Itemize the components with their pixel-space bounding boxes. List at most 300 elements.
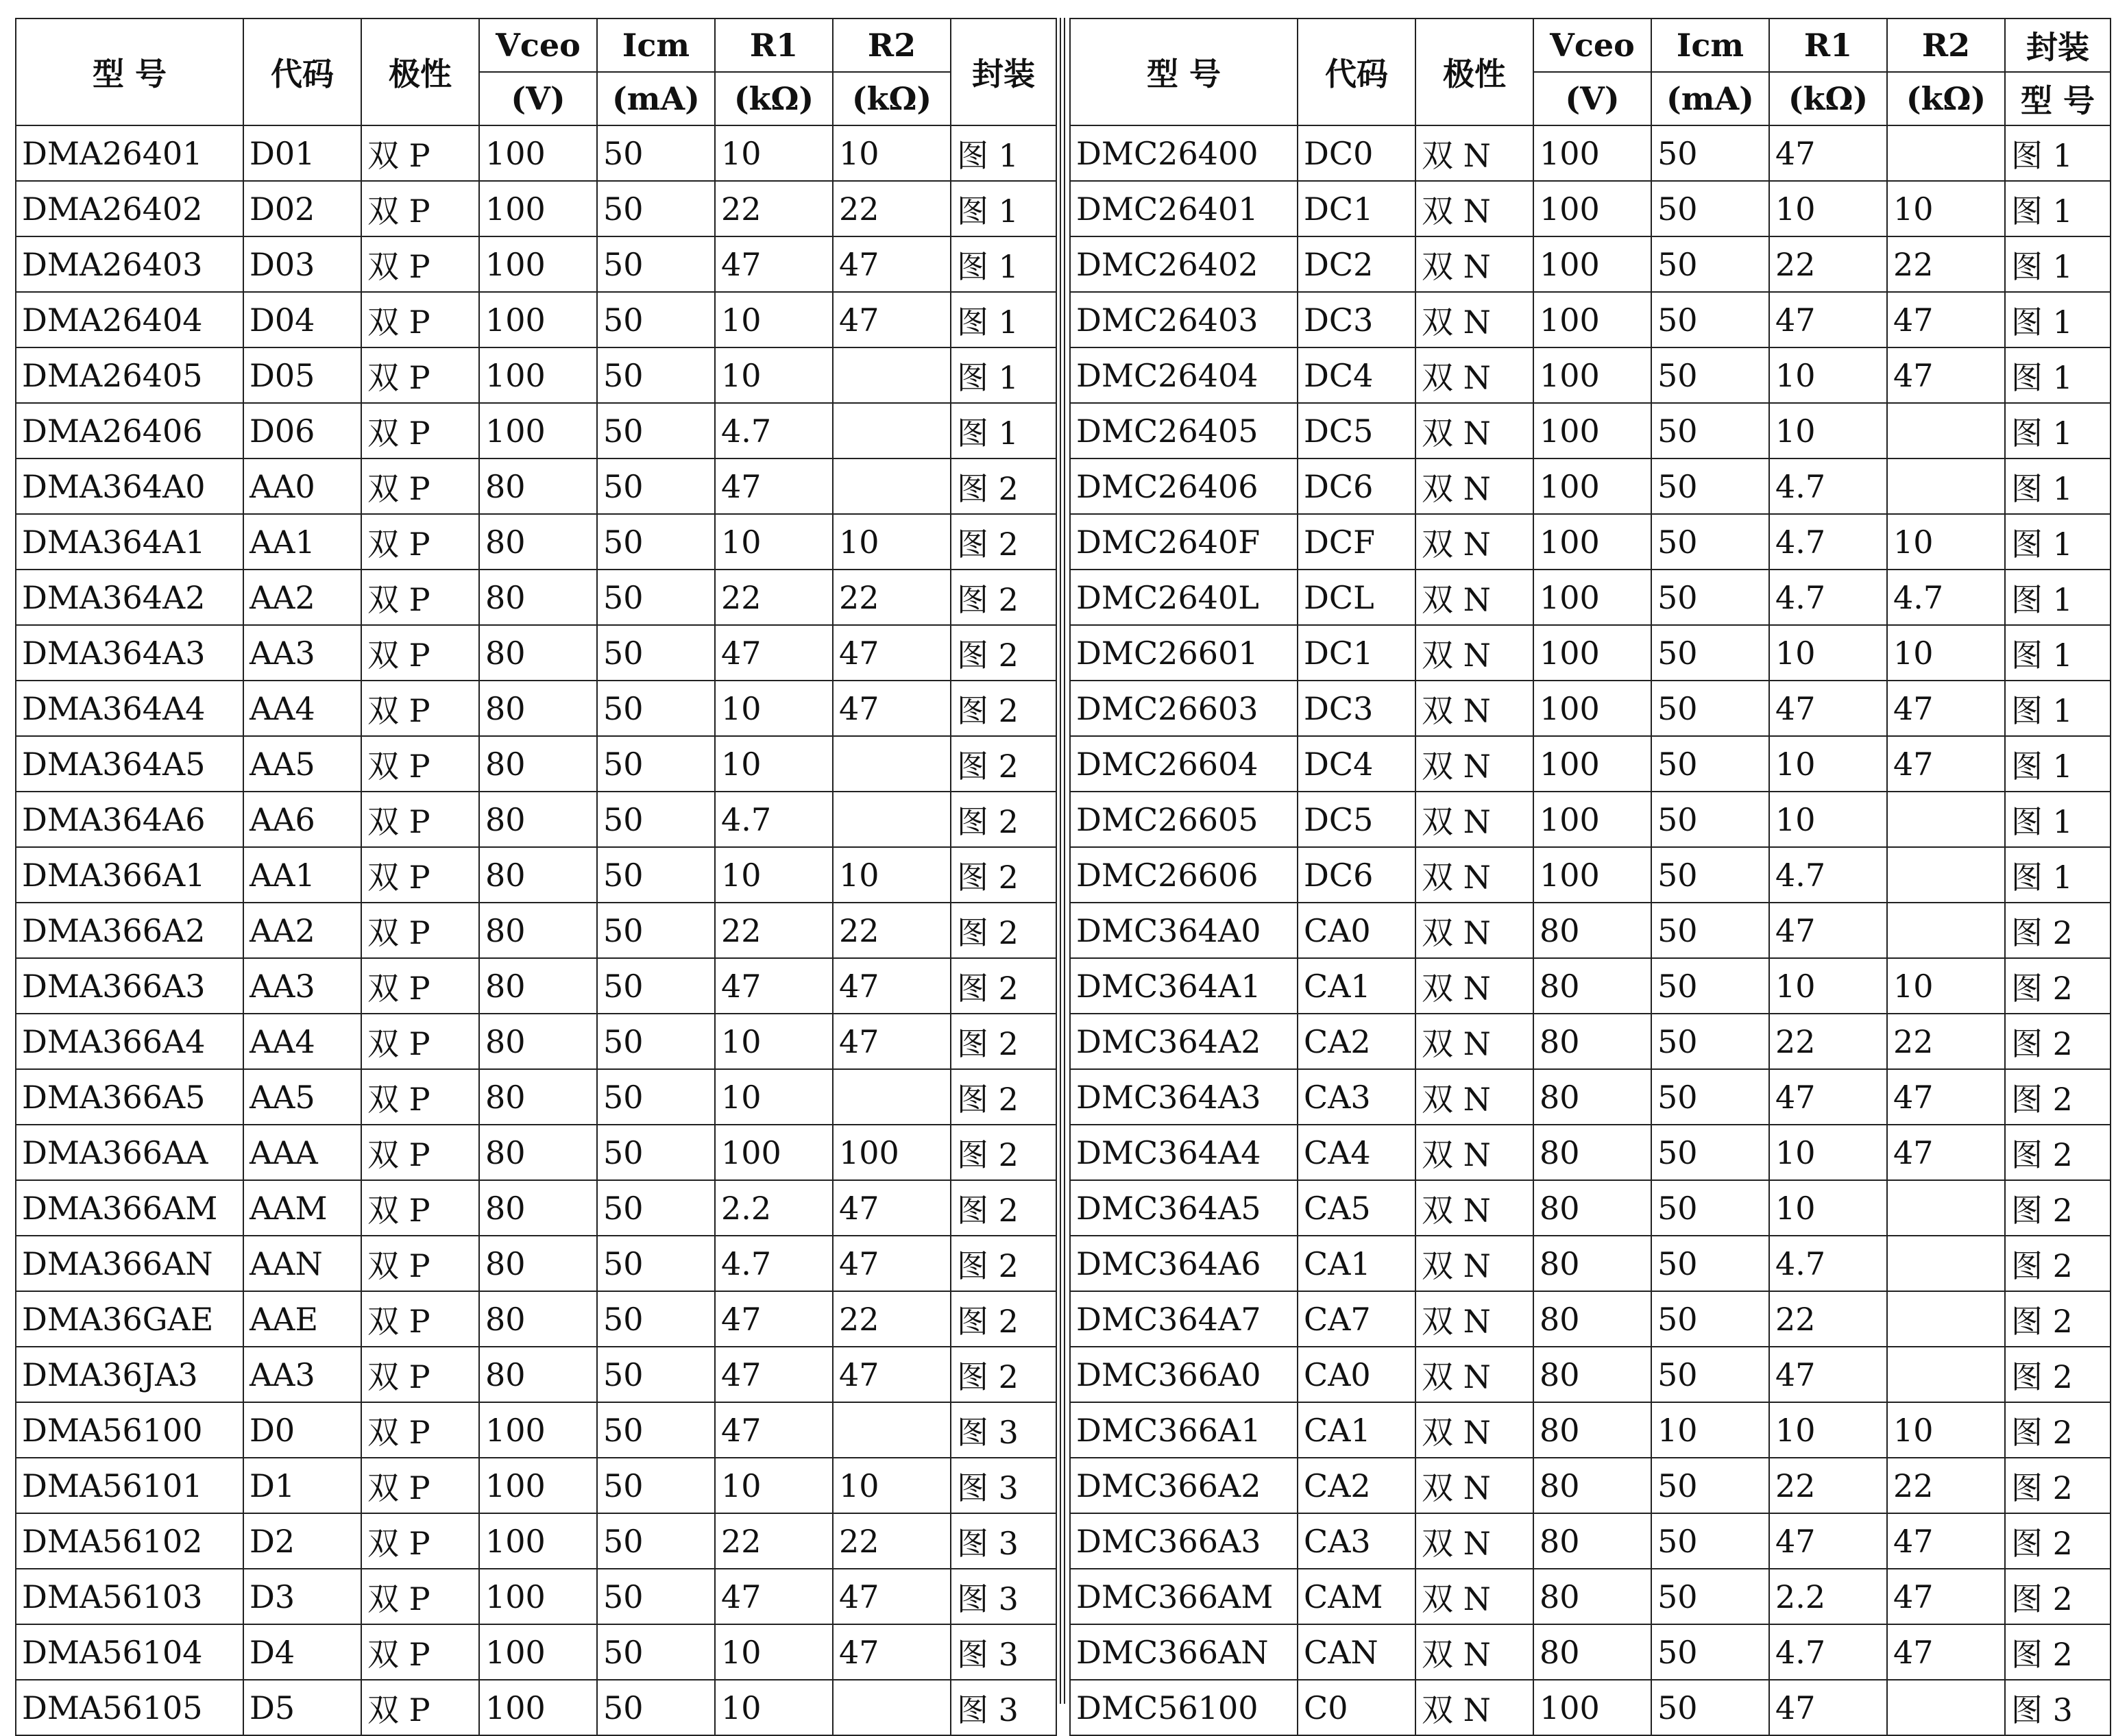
cell-vceo: 80 (479, 1069, 597, 1125)
cell-package: 图 3 (951, 1513, 1056, 1569)
cell-polarity: 双 N (1415, 514, 1533, 570)
cell-r1: 47 (715, 958, 833, 1014)
cell-vceo: 80 (479, 459, 597, 514)
cell-code: CA2 (1298, 1458, 1415, 1513)
cell-polarity: 双 P (361, 847, 479, 903)
cell-icm: 50 (597, 736, 715, 792)
cell-model: DMC26406 (1070, 459, 1298, 514)
cell-r2: 47 (833, 236, 951, 292)
header-icm-unit: (mA) (1651, 72, 1769, 125)
cell-package: 图 2 (2005, 1069, 2111, 1125)
cell-r1: 4.7 (1769, 847, 1887, 903)
cell-model: DMA56100 (16, 1402, 243, 1458)
cell-icm: 50 (597, 570, 715, 625)
cell-icm: 50 (1651, 958, 1769, 1014)
table-row (16, 514, 1056, 570)
cell-polarity: 双 P (361, 681, 479, 736)
cell-model: DMC26605 (1070, 792, 1298, 847)
cell-vceo: 80 (479, 514, 597, 570)
cell-model: DMA26403 (16, 236, 243, 292)
cell-r2: 10 (1887, 514, 2005, 570)
cell-code: AA1 (243, 514, 361, 570)
table-row (1070, 570, 2111, 625)
cell-vceo: 80 (479, 1125, 597, 1180)
cell-model: DMC364A6 (1070, 1236, 1298, 1291)
table-row (1070, 125, 2111, 181)
cell-package: 图 1 (2005, 625, 2111, 681)
cell-vceo: 100 (1533, 403, 1651, 459)
table-row (1070, 958, 2111, 1014)
cell-vceo: 100 (1533, 181, 1651, 236)
cell-vceo: 100 (479, 1624, 597, 1680)
cell-r1: 2.2 (1769, 1569, 1887, 1624)
cell-polarity: 双 N (1415, 1402, 1533, 1458)
table-row (16, 958, 1056, 1014)
cell-code: D05 (243, 347, 361, 403)
cell-code: AA4 (243, 681, 361, 736)
cell-r1: 4.7 (715, 403, 833, 459)
cell-icm: 50 (1651, 792, 1769, 847)
cell-r1: 47 (715, 1402, 833, 1458)
table-row (16, 681, 1056, 736)
cell-code: AAM (243, 1180, 361, 1236)
table-row (1070, 1513, 2111, 1569)
cell-package: 图 1 (2005, 681, 2111, 736)
header-polarity: 极性 (1415, 19, 1533, 125)
cell-code: DC6 (1298, 847, 1415, 903)
header-vceo: Vceo (1533, 19, 1651, 72)
cell-code: CA3 (1298, 1069, 1415, 1125)
cell-r1: 10 (715, 847, 833, 903)
cell-icm: 50 (1651, 292, 1769, 347)
cell-polarity: 双 N (1415, 736, 1533, 792)
table-row (1070, 1624, 2111, 1680)
cell-r2: 47 (1887, 292, 2005, 347)
cell-polarity: 双 N (1415, 847, 1533, 903)
cell-r2: 47 (1887, 1624, 2005, 1680)
cell-code: AA6 (243, 792, 361, 847)
cell-polarity: 双 N (1415, 1180, 1533, 1236)
cell-r1: 10 (1769, 792, 1887, 847)
cell-model: DMC26405 (1070, 403, 1298, 459)
cell-model: DMA364A5 (16, 736, 243, 792)
header-r2-unit: (kΩ) (833, 72, 951, 125)
cell-icm: 50 (597, 625, 715, 681)
cell-polarity: 双 N (1415, 181, 1533, 236)
cell-icm: 50 (1651, 1291, 1769, 1347)
cell-code: D3 (243, 1569, 361, 1624)
cell-code: DCL (1298, 570, 1415, 625)
cell-icm: 50 (597, 958, 715, 1014)
cell-r2 (833, 403, 951, 459)
header-r1: R1 (1769, 19, 1887, 72)
cell-model: DMC366AM (1070, 1569, 1298, 1624)
cell-icm: 50 (1651, 625, 1769, 681)
cell-model: DMC364A5 (1070, 1180, 1298, 1236)
cell-vceo: 80 (479, 792, 597, 847)
cell-r1: 10 (715, 1680, 833, 1735)
cell-r1: 10 (715, 125, 833, 181)
cell-code: AAA (243, 1125, 361, 1180)
cell-vceo: 80 (479, 1014, 597, 1069)
cell-r1: 10 (1769, 181, 1887, 236)
cell-polarity: 双 P (361, 403, 479, 459)
header-r1: R1 (715, 19, 833, 72)
table-row (1070, 236, 2111, 292)
cell-icm: 50 (1651, 1180, 1769, 1236)
table-row (16, 1014, 1056, 1069)
cell-code: CA1 (1298, 1236, 1415, 1291)
table-row (1070, 459, 2111, 514)
cell-icm: 50 (1651, 1236, 1769, 1291)
cell-r1: 47 (1769, 903, 1887, 958)
cell-polarity: 双 N (1415, 625, 1533, 681)
cell-icm: 50 (1651, 403, 1769, 459)
cell-code: AA2 (243, 903, 361, 958)
header-icm: Icm (597, 19, 715, 72)
cell-r2 (833, 792, 951, 847)
cell-r1: 2.2 (715, 1180, 833, 1236)
header-r1-unit: (kΩ) (715, 72, 833, 125)
cell-package: 图 1 (2005, 347, 2111, 403)
cell-code: AAN (243, 1236, 361, 1291)
cell-vceo: 80 (479, 1180, 597, 1236)
table-body (16, 125, 1056, 1735)
cell-code: DC4 (1298, 736, 1415, 792)
cell-icm: 50 (1651, 1347, 1769, 1402)
cell-r1: 10 (715, 347, 833, 403)
cell-package: 图 3 (951, 1569, 1056, 1624)
cell-polarity: 双 N (1415, 681, 1533, 736)
table-row (16, 847, 1056, 903)
cell-model: DMA26404 (16, 292, 243, 347)
table-row (1070, 681, 2111, 736)
cell-package: 图 1 (2005, 792, 2111, 847)
cell-vceo: 80 (479, 570, 597, 625)
cell-vceo: 100 (1533, 292, 1651, 347)
cell-r1: 4.7 (1769, 570, 1887, 625)
cell-code: AA2 (243, 570, 361, 625)
cell-r1: 47 (715, 1347, 833, 1402)
table-row (16, 570, 1056, 625)
cell-r1: 22 (1769, 236, 1887, 292)
cell-r2: 10 (833, 125, 951, 181)
cell-polarity: 双 N (1415, 1014, 1533, 1069)
cell-model: DMC364A3 (1070, 1069, 1298, 1125)
cell-vceo: 80 (479, 1291, 597, 1347)
cell-package: 图 1 (2005, 236, 2111, 292)
cell-icm: 50 (597, 236, 715, 292)
header-r1-unit: (kΩ) (1769, 72, 1887, 125)
cell-vceo: 80 (479, 1236, 597, 1291)
cell-package: 图 2 (951, 1125, 1056, 1180)
cell-r1: 10 (1769, 625, 1887, 681)
cell-package: 图 1 (2005, 181, 2111, 236)
cell-package: 图 2 (2005, 1180, 2111, 1236)
cell-vceo: 80 (1533, 1125, 1651, 1180)
table-row (1070, 1069, 2111, 1125)
cell-vceo: 80 (479, 958, 597, 1014)
cell-model: DMA36GAE (16, 1291, 243, 1347)
cell-package: 图 2 (951, 1180, 1056, 1236)
cell-icm: 50 (597, 681, 715, 736)
cell-code: AA1 (243, 847, 361, 903)
cell-code: AA3 (243, 958, 361, 1014)
cell-vceo: 100 (479, 125, 597, 181)
table-row (1070, 1125, 2111, 1180)
cell-r1: 10 (715, 1069, 833, 1125)
cell-package: 图 3 (951, 1624, 1056, 1680)
cell-vceo: 80 (1533, 1014, 1651, 1069)
cell-vceo: 100 (1533, 625, 1651, 681)
cell-package: 图 3 (2005, 1680, 2111, 1735)
cell-code: DC1 (1298, 625, 1415, 681)
cell-r1: 47 (1769, 1680, 1887, 1735)
cell-icm: 50 (597, 792, 715, 847)
table-row (16, 736, 1056, 792)
cell-r1: 100 (715, 1125, 833, 1180)
cell-polarity: 双 N (1415, 1680, 1533, 1735)
table-row (1070, 1236, 2111, 1291)
cell-model: DMC364A1 (1070, 958, 1298, 1014)
cell-icm: 50 (597, 1236, 715, 1291)
cell-icm: 50 (1651, 570, 1769, 625)
cell-icm: 50 (597, 347, 715, 403)
cell-icm: 50 (597, 1402, 715, 1458)
cell-icm: 50 (597, 1069, 715, 1125)
cell-polarity: 双 N (1415, 292, 1533, 347)
cell-package: 图 3 (951, 1458, 1056, 1513)
cell-model: DMC26401 (1070, 181, 1298, 236)
table-row (1070, 903, 2111, 958)
cell-r2 (1887, 459, 2005, 514)
cell-model: DMC364A2 (1070, 1014, 1298, 1069)
header-package: 封装 (2005, 19, 2111, 72)
cell-r1: 22 (1769, 1014, 1887, 1069)
table-row (1070, 1180, 2111, 1236)
cell-model: DMA364A4 (16, 681, 243, 736)
header-package-model: 型 号 (2005, 72, 2111, 125)
cell-r1: 10 (715, 514, 833, 570)
table-row (1070, 792, 2111, 847)
table-row (16, 792, 1056, 847)
cell-model: DMC26603 (1070, 681, 1298, 736)
cell-r1: 4.7 (1769, 1236, 1887, 1291)
table-row (16, 1513, 1056, 1569)
cell-model: DMC26403 (1070, 292, 1298, 347)
cell-vceo: 100 (1533, 514, 1651, 570)
cell-r1: 47 (1769, 681, 1887, 736)
cell-vceo: 100 (479, 1569, 597, 1624)
cell-package: 图 2 (951, 1291, 1056, 1347)
cell-package: 图 2 (2005, 1458, 2111, 1513)
cell-package: 图 2 (2005, 1569, 2111, 1624)
cell-package: 图 1 (2005, 736, 2111, 792)
cell-polarity: 双 N (1415, 1347, 1533, 1402)
cell-r2: 10 (1887, 958, 2005, 1014)
cell-r1: 4.7 (1769, 459, 1887, 514)
cell-polarity: 双 P (361, 1680, 479, 1735)
header-r2: R2 (833, 19, 951, 72)
cell-model: DMA364A0 (16, 459, 243, 514)
cell-polarity: 双 P (361, 1236, 479, 1291)
cell-r1: 47 (715, 1291, 833, 1347)
cell-r1: 10 (1769, 1125, 1887, 1180)
cell-code: DC2 (1298, 236, 1415, 292)
cell-r2 (833, 1402, 951, 1458)
cell-model: DMA26402 (16, 181, 243, 236)
cell-vceo: 80 (1533, 1291, 1651, 1347)
table-row (16, 1458, 1056, 1513)
table-row (16, 1236, 1056, 1291)
cell-r2: 47 (833, 1624, 951, 1680)
cell-vceo: 80 (479, 625, 597, 681)
cell-polarity: 双 N (1415, 570, 1533, 625)
cell-polarity: 双 P (361, 736, 479, 792)
cell-r2: 47 (833, 681, 951, 736)
cell-package: 图 2 (2005, 1125, 2111, 1180)
cell-code: CA7 (1298, 1291, 1415, 1347)
cell-code: DC4 (1298, 347, 1415, 403)
cell-polarity: 双 P (361, 570, 479, 625)
cell-package: 图 1 (2005, 459, 2111, 514)
table-row (16, 125, 1056, 181)
cell-package: 图 2 (951, 514, 1056, 570)
header-model: 型 号 (16, 19, 243, 125)
cell-model: DMC366A2 (1070, 1458, 1298, 1513)
cell-r2: 47 (1887, 736, 2005, 792)
cell-package: 图 2 (951, 903, 1056, 958)
cell-package: 图 2 (951, 792, 1056, 847)
cell-vceo: 100 (1533, 736, 1651, 792)
cell-model: DMC26606 (1070, 847, 1298, 903)
cell-r2: 47 (1887, 1069, 2005, 1125)
table-row (1070, 292, 2111, 347)
cell-package: 图 2 (2005, 1402, 2111, 1458)
table-row (16, 1291, 1056, 1347)
cell-r2: 47 (1887, 681, 2005, 736)
cell-icm: 50 (597, 181, 715, 236)
cell-code: AA4 (243, 1014, 361, 1069)
cell-vceo: 80 (479, 1347, 597, 1402)
cell-icm: 50 (597, 125, 715, 181)
cell-code: DC0 (1298, 125, 1415, 181)
cell-polarity: 双 N (1415, 403, 1533, 459)
cell-model: DMC364A0 (1070, 903, 1298, 958)
cell-icm: 50 (1651, 125, 1769, 181)
cell-code: CA1 (1298, 1402, 1415, 1458)
cell-polarity: 双 P (361, 1458, 479, 1513)
cell-polarity: 双 N (1415, 459, 1533, 514)
cell-vceo: 100 (479, 1402, 597, 1458)
table-row (16, 1402, 1056, 1458)
table-dma (15, 18, 1057, 1736)
cell-model: DMA56102 (16, 1513, 243, 1569)
table-row (16, 625, 1056, 681)
cell-code: D1 (243, 1458, 361, 1513)
cell-model: DMA56105 (16, 1680, 243, 1735)
cell-icm: 50 (597, 1347, 715, 1402)
cell-code: DC5 (1298, 792, 1415, 847)
cell-r1: 4.7 (715, 792, 833, 847)
cell-vceo: 100 (479, 181, 597, 236)
cell-model: DMC26601 (1070, 625, 1298, 681)
cell-code: DCF (1298, 514, 1415, 570)
cell-package: 图 1 (2005, 570, 2111, 625)
cell-model: DMA364A1 (16, 514, 243, 570)
cell-package: 图 2 (951, 570, 1056, 625)
cell-r2 (833, 347, 951, 403)
header-vceo: Vceo (479, 19, 597, 72)
cell-vceo: 100 (1533, 236, 1651, 292)
cell-package: 图 2 (951, 736, 1056, 792)
cell-icm: 50 (597, 459, 715, 514)
cell-code: AA5 (243, 736, 361, 792)
table-row (16, 181, 1056, 236)
cell-r1: 22 (715, 1513, 833, 1569)
cell-r2: 47 (1887, 1125, 2005, 1180)
cell-code: DC1 (1298, 181, 1415, 236)
cell-vceo: 80 (479, 847, 597, 903)
cell-package: 图 1 (2005, 292, 2111, 347)
cell-polarity: 双 N (1415, 1458, 1533, 1513)
header-polarity: 极性 (361, 19, 479, 125)
cell-r1: 10 (1769, 1402, 1887, 1458)
cell-polarity: 双 P (361, 1014, 479, 1069)
cell-polarity: 双 N (1415, 347, 1533, 403)
cell-r2 (833, 736, 951, 792)
header-icm: Icm (1651, 19, 1769, 72)
cell-vceo: 100 (479, 1458, 597, 1513)
cell-model: DMA366A1 (16, 847, 243, 903)
cell-polarity: 双 P (361, 1180, 479, 1236)
cell-code: D2 (243, 1513, 361, 1569)
cell-package: 图 1 (2005, 847, 2111, 903)
cell-polarity: 双 P (361, 347, 479, 403)
table-row (1070, 1347, 2111, 1402)
cell-vceo: 100 (1533, 1680, 1651, 1735)
cell-vceo: 80 (1533, 1569, 1651, 1624)
cell-vceo: 80 (1533, 1402, 1651, 1458)
cell-r2: 10 (833, 514, 951, 570)
table-row (16, 1347, 1056, 1402)
cell-code: AAE (243, 1291, 361, 1347)
cell-icm: 50 (597, 1180, 715, 1236)
cell-polarity: 双 N (1415, 1069, 1533, 1125)
cell-package: 图 2 (2005, 903, 2111, 958)
cell-package: 图 2 (951, 1069, 1056, 1125)
cell-code: CA3 (1298, 1513, 1415, 1569)
cell-r2: 10 (833, 1458, 951, 1513)
cell-model: DMA26405 (16, 347, 243, 403)
cell-code: D5 (243, 1680, 361, 1735)
cell-r2: 47 (1887, 1569, 2005, 1624)
cell-model: DMC56100 (1070, 1680, 1298, 1735)
cell-icm: 50 (597, 1680, 715, 1735)
cell-code: D01 (243, 125, 361, 181)
cell-polarity: 双 N (1415, 1513, 1533, 1569)
cell-package: 图 2 (2005, 1291, 2111, 1347)
cell-icm: 50 (1651, 347, 1769, 403)
cell-r1: 47 (1769, 1069, 1887, 1125)
cell-model: DMC26402 (1070, 236, 1298, 292)
table-row (16, 1125, 1056, 1180)
cell-polarity: 双 P (361, 1347, 479, 1402)
header-code: 代码 (1298, 19, 1415, 125)
cell-code: CA1 (1298, 958, 1415, 1014)
cell-package: 图 1 (951, 292, 1056, 347)
cell-r2 (833, 459, 951, 514)
